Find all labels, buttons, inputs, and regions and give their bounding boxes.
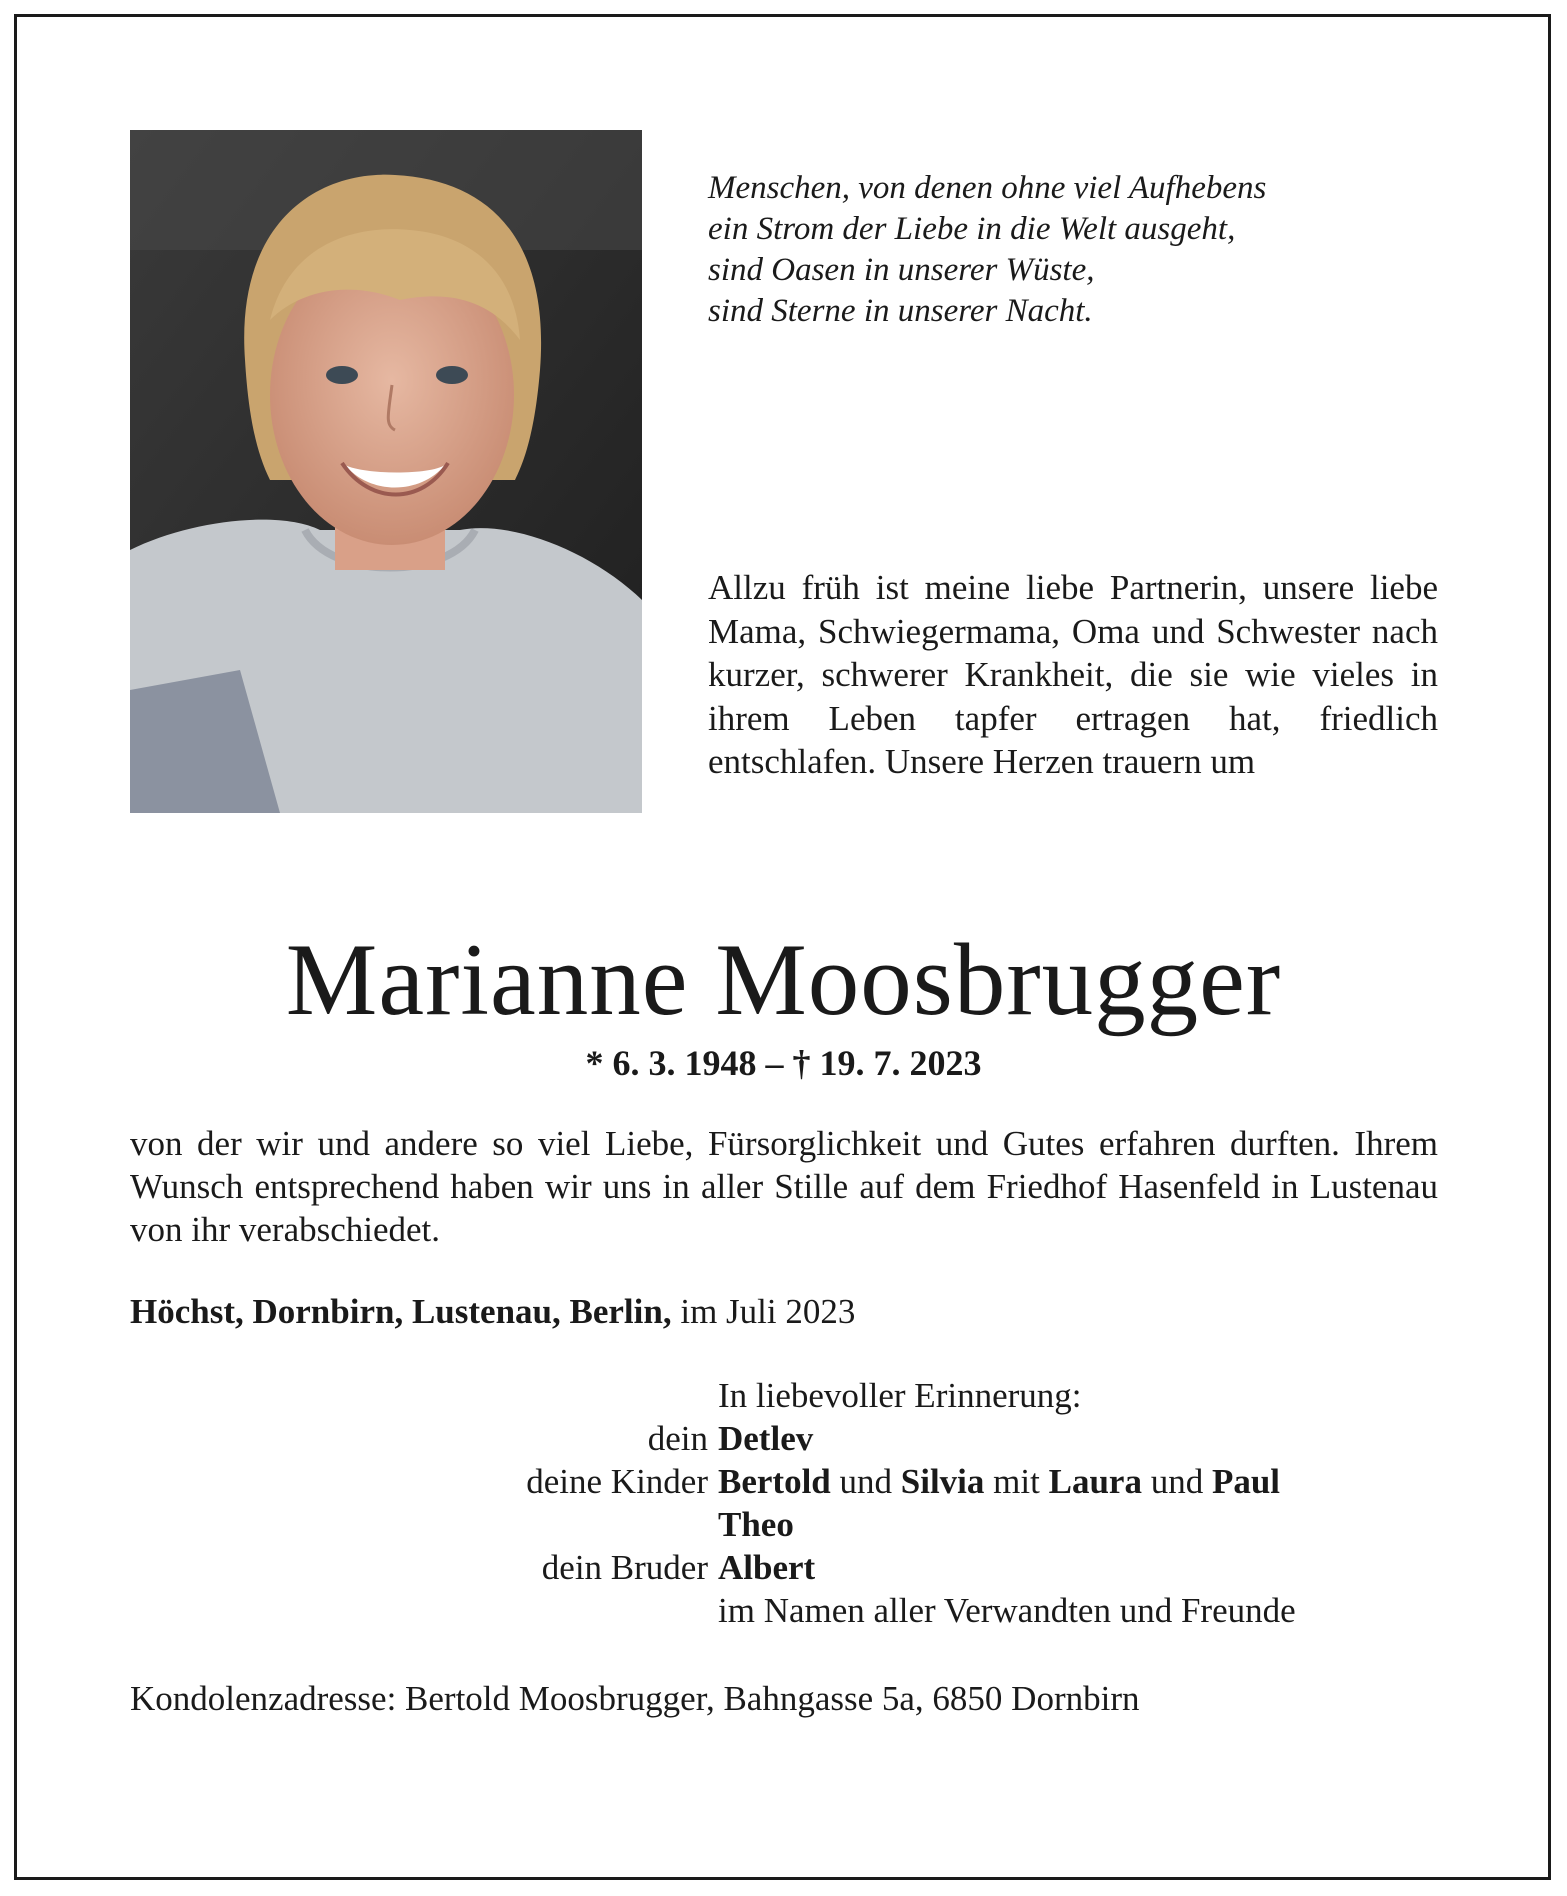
child-name: Silvia [900,1462,985,1501]
poem-line: ein Strom der Liebe in die Welt ausgeht, [708,211,1236,247]
mourners-block [400,1374,1450,1632]
grandchild-name: Theo [718,1505,794,1544]
relation-label: dein Bruder [541,1548,708,1587]
portrait-photo [130,130,642,813]
poem-line: sind Oasen in unserer Wüste, [708,252,1095,288]
conjunction: mit [993,1462,1040,1501]
grandchild-name: Paul [1211,1462,1281,1501]
life-dates: * 6. 3. 1948 – † 19. 7. 2023 [585,1043,982,1083]
poem-quote [708,168,1468,332]
intro-paragraph: Allzu früh ist meine liebe Partnerin, unsere liebe Mama, Schwiegermama, Oma und Schwester nach kurzer, schwerer Krankheit, die sie wie vieles in ihrem Leben tapfer ertragen hat, friedlich entschlafen. Unsere Herzen trauern um [708,568,1438,781]
partner-name: Detlev [718,1419,814,1458]
conjunction: und [1150,1462,1204,1501]
grandchild-name: Laura [1048,1462,1142,1501]
place-date-line [130,1290,1430,1334]
poem-line: sind Sterne in unserer Nacht. [708,293,1093,329]
date-line: im Juli 2023 [680,1292,856,1331]
relation-label: dein [647,1419,708,1458]
places: Höchst, Dornbirn, Lustenau, Berlin, [130,1292,672,1331]
farewell-paragraph: von der wir und andere so viel Liebe, Fürsorglichkeit und Gutes erfahren durften. Ihrem Wunsch entsprechend haben wir uns in aller Stille auf dem Friedhof Hasenfeld in Lustenau von ihr verabschiedet. [130,1124,1438,1249]
conjunction: und [839,1462,893,1501]
mourners-heading: In liebevoller Erinnerung: [718,1376,1082,1415]
poem-line: Menschen, von denen ohne viel Aufhebens [708,170,1267,206]
brother-name: Albert [718,1548,816,1587]
mourners-closing: im Namen aller Verwandten und Freunde [718,1591,1296,1630]
condolence-address: Kondolenzadresse: Bertold Moosbrugger, Bahngasse 5a, 6850 Dornbirn [130,1679,1140,1718]
relation-label: deine Kinder [526,1462,708,1501]
child-name: Bertold [718,1462,831,1501]
deceased-name: Marianne Moosbrugger [285,923,1282,1037]
